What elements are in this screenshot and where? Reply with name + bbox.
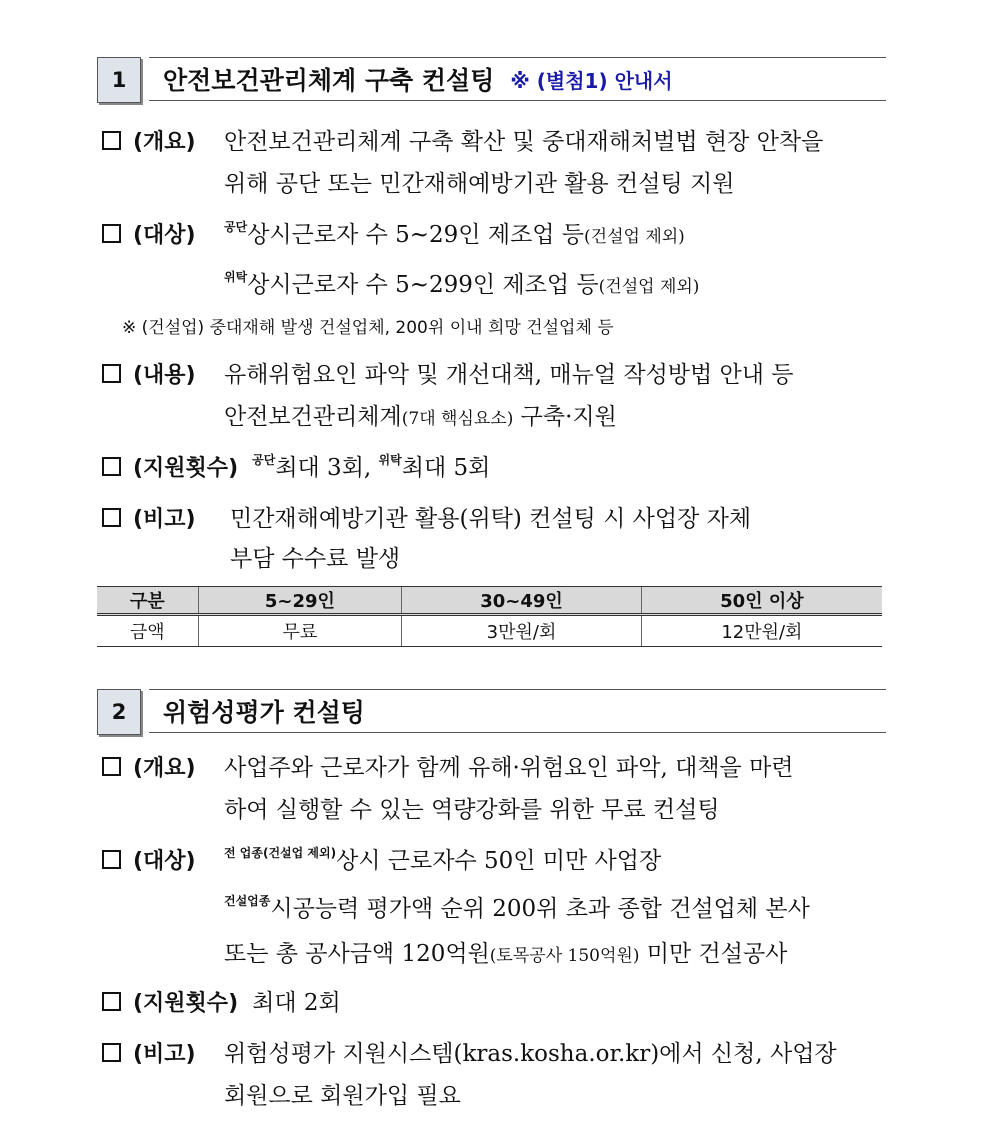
- s1-count-item: [102, 447, 490, 492]
- s1-overview-label: (개요): [133, 130, 196, 155]
- checkbox-bullet-icon: [102, 508, 121, 527]
- s1-content-text1: 유해위험요인 파악 및 개선대책, 매뉴얼 작성방법 안내 등: [224, 362, 794, 388]
- s1-count-text1: 최대 3회,: [275, 455, 379, 481]
- s1-count-label: (지원횟수): [133, 456, 239, 481]
- s1-target-sup2: 위탁: [224, 270, 248, 284]
- checkbox-bullet-icon: [102, 850, 121, 869]
- s1-target-text2: 상시근로자 수 5~299인 제조업 등: [247, 272, 599, 298]
- fee-table: [97, 586, 882, 647]
- checkbox-bullet-icon: [102, 364, 121, 383]
- s2-count-label: (지원횟수): [133, 991, 239, 1016]
- fee-cell-5-29: 무료: [198, 615, 402, 647]
- s2-target-sup2: 건설업종: [224, 894, 271, 908]
- s1-count-sup1: 공단: [252, 453, 276, 467]
- checkbox-bullet-icon: [102, 131, 121, 150]
- s2-overview-line1: [224, 747, 892, 789]
- s2-target-text2: 시공능력 평가액 순위 200위 초과 종합 건설업체 본사: [270, 896, 810, 922]
- s1-content-label: (내용): [133, 363, 196, 388]
- fee-header-50-plus: 50인 이상: [641, 587, 882, 615]
- s2-remark-line1: [224, 1033, 892, 1075]
- s2-remark-text1: 위험성평가 지원시스템(kras.kosha.or.kr)에서 신청, 사업장: [224, 1041, 837, 1067]
- s2-target-line2: [224, 888, 892, 933]
- s2-target-line3: [224, 933, 787, 977]
- s1-count-text2: 최대 5회: [401, 455, 491, 481]
- checkbox-bullet-icon: [102, 992, 121, 1011]
- s1-target-sup1: 공단: [224, 220, 248, 234]
- s1-target-line1: [224, 214, 685, 259]
- s1-content-line1: [224, 354, 892, 396]
- fee-header-30-49: 30~49인: [402, 587, 642, 615]
- section1-title: 안전보건관리체계 구축 컨설팅: [163, 66, 495, 95]
- s1-overview-item: [102, 121, 210, 164]
- fee-cell-amount-label: 금액: [97, 615, 198, 647]
- section2-title-bar: [149, 689, 886, 733]
- checkbox-bullet-icon: [102, 757, 121, 776]
- s1-count-sup2: 위탁: [378, 453, 402, 467]
- s2-overview-item: [102, 747, 210, 790]
- s1-remark-item: [102, 498, 210, 541]
- s1-overview-line2: 위해 공단 또는 민간재해예방기관 활용 컨설팅 지원: [224, 171, 735, 197]
- section1-number: 1: [97, 57, 141, 103]
- s2-target-text3a: 또는 총 공사금액 120억원: [224, 941, 490, 967]
- s1-remark-line1: [230, 498, 892, 540]
- s1-overview-text1: 안전보건관리체계 구축 확산 및 중대재해처벌법 현장 안착을: [224, 129, 824, 155]
- s2-remark-line2: 회원으로 회원가입 필요: [224, 1083, 461, 1109]
- s1-target-small1: (건설업 제외): [584, 227, 685, 247]
- s1-overview-line1: [224, 121, 892, 163]
- s2-target-text1: 상시 근로자수 50인 미만 사업장: [336, 848, 662, 874]
- table-row: [97, 615, 882, 647]
- s1-target-small2: (건설업 제외): [598, 277, 700, 297]
- s2-overview-label: (개요): [133, 756, 196, 781]
- s2-target-item: [102, 840, 210, 883]
- s1-remark-text1: 민간재해예방기관 활용(위탁) 컨설팅 시 사업장 자체: [230, 506, 752, 532]
- checkbox-bullet-icon: [102, 224, 121, 243]
- section1-title-bar: [149, 57, 886, 101]
- checkbox-bullet-icon: [102, 1043, 121, 1062]
- fee-cell-30-49: 3만원/회: [402, 615, 642, 647]
- s2-count-item: [102, 982, 341, 1025]
- section2-title: 위험성평가 컨설팅: [163, 698, 365, 727]
- s2-remark-item: [102, 1033, 210, 1076]
- s1-remark-label: (비고): [133, 507, 196, 532]
- s2-target-label: (대상): [133, 849, 196, 874]
- s1-content-text2a: 안전보건관리체계: [224, 404, 402, 430]
- s2-overview-text1: 사업주와 근로자가 함께 유해·위험요인 파악, 대책을 마련: [224, 755, 794, 781]
- s1-target-note: ※ (건설업) 중대재해 발생 건설업체, 200위 이내 희망 건설업체 등: [122, 318, 614, 338]
- s2-target-text3b: 미만 건설공사: [639, 941, 788, 967]
- s1-target-text1: 상시근로자 수 5~29인 제조업 등: [247, 222, 585, 248]
- s1-content-item: [102, 354, 210, 397]
- fee-table-header-row: [97, 587, 882, 615]
- s1-target-line2: [224, 264, 699, 309]
- fee-header-5-29: 5~29인: [198, 587, 402, 615]
- fee-cell-50-plus: 12만원/회: [641, 615, 882, 647]
- s2-target-sup1: 전 업종(건설업 제외): [224, 846, 337, 860]
- checkbox-bullet-icon: [102, 457, 121, 476]
- s2-overview-line2: 하여 실행할 수 있는 역량강화를 위한 무료 컨설팅: [224, 797, 720, 823]
- s1-content-line2: [224, 396, 617, 440]
- s2-remark-label: (비고): [133, 1042, 196, 1067]
- s1-target-item: [102, 214, 210, 257]
- s1-content-small: (7대 핵심요소): [401, 409, 514, 429]
- fee-header-category: 구분: [97, 587, 198, 615]
- s1-target-label: (대상): [133, 223, 196, 248]
- s1-remark-line2: 부담 수수료 발생: [230, 546, 401, 572]
- section2-number: 2: [97, 689, 141, 735]
- s2-count-text: 최대 2회: [252, 990, 341, 1016]
- s1-content-text2b: 구축·지원: [513, 404, 617, 430]
- section1-attachment-note: ※ (별첨1) 안내서: [510, 68, 673, 93]
- s2-target-small: (토목공사 150억원): [489, 946, 640, 966]
- s2-target-line1: [224, 840, 661, 885]
